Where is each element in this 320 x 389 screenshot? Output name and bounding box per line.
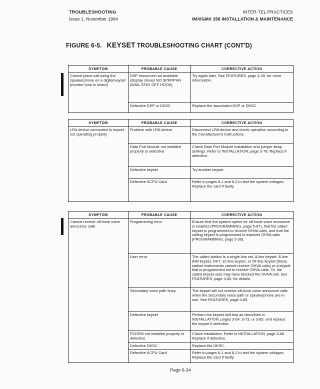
cause-cell: Data Port Module not installed properly or defective	[128, 144, 190, 167]
manual-title: IMX/GMX 256 INSTALLATION & MAINTENANCE	[192, 16, 293, 22]
change-bar	[61, 73, 64, 96]
column-header-symptom: SYMPTOM	[68, 65, 128, 73]
action-cell: Try again later. See FEATURES, page 4-40, for more information.	[190, 73, 293, 103]
column-header-symptom: SYMPTOM	[68, 119, 128, 127]
table-row	[68, 219, 293, 254]
action-cell: Refer to pages 6-1 and 6-2 to test the system voltages. Replace the card if faulty.	[190, 179, 293, 202]
column-header-corrective-action: CORRECTIVE ACTION	[190, 119, 293, 127]
column-header-corrective-action: CORRECTIVE ACTION	[190, 211, 293, 219]
action-cell: The keyset will not receive off-hook voice announce calls when the secondary voice path or speakerphone are in use. See FEATURES, page 4-65.	[190, 288, 293, 312]
column-header-probable-cause: PROBABLE CAUSE	[128, 65, 190, 73]
troubleshooting-table-ohva	[68, 211, 294, 363]
cause-cell: Secondary voice path busy	[128, 288, 190, 312]
column-header-probable-cause: PROBABLE CAUSE	[128, 211, 190, 219]
cause-cell: Problem with LRA device	[128, 127, 190, 144]
table-header-row	[68, 65, 293, 73]
table-header-row	[68, 119, 293, 127]
troubleshooting-table-speakerphone	[68, 65, 294, 113]
action-cell: Check Data Port Module installation and jumper strap settings. Refer to INSTALLATION, page 3-78. Replace if defective.	[190, 144, 293, 167]
figure-title-text: TROUBLESHOOTING CHART (CONT'D)	[136, 42, 252, 49]
issue-date: Issue 1, November 1994	[69, 16, 119, 22]
cause-cell: Programming error	[128, 219, 190, 254]
figure-label: FIGURE 6-5.	[66, 42, 102, 49]
figure-title-keyword: KEYSET	[106, 41, 136, 49]
cause-cell: Defective KCPU Card	[128, 350, 190, 363]
cause-cell: Defective DSP or DKSC	[128, 103, 190, 113]
action-cell: Disconnect LRA device and check operation according to the manufacturer's instructions.	[190, 127, 293, 144]
action-cell: Check installation. Refer to INSTALLATION, page 3-66. Replace if defective.	[190, 331, 293, 343]
action-cell: Replace the associated DSP or DKSC.	[190, 103, 293, 113]
table-row	[68, 127, 293, 144]
table-row	[68, 73, 293, 103]
cause-cell: Defective DKSC	[128, 343, 190, 350]
section-name: TROUBLESHOOTING	[69, 9, 117, 15]
cause-cell: PCDPM not installed properly or defective	[128, 331, 190, 343]
action-cell: Refer to pages 6-1 and 6-2 to test the system voltages. Replace the card if faulty.	[190, 350, 293, 363]
change-bar	[61, 218, 64, 235]
cause-cell: Defective KCPU Card	[128, 179, 190, 202]
action-cell: Perform the keyset self-test as described in INSTALLATION, pages 3-64, 3-73, or 3-85, and replace the keyset if defective.	[190, 312, 293, 331]
running-header-left	[69, 9, 118, 23]
action-cell: Try another keyset.	[190, 167, 293, 179]
column-header-corrective-action: CORRECTIVE ACTION	[190, 65, 293, 73]
cause-cell: User error	[128, 254, 190, 288]
figure-title	[66, 41, 252, 49]
table-header-row	[68, 211, 293, 219]
symptom-cell: LRA device connected to keyset not operating properly	[68, 127, 128, 202]
column-header-probable-cause: PROBABLE CAUSE	[128, 119, 190, 127]
publisher-name: INTER-TEL PRACTICES	[242, 9, 293, 15]
column-header-symptom: SYMPTOM	[68, 211, 128, 219]
action-cell: Ensure that the system option for off-hook voice announce is enabled (PROGRAMMING, page 5-67), that the called keyset is programmed to receive OHVA calls, and that the calling keyset is programmed to transmit OHVA calls (PROGRAMMING, page 5-36).	[190, 219, 293, 254]
action-cell: The called station is a single-line set, 8-line keyset, 8-line AIM keyset, DKT, 12-line keyset, or 24-line keyset (these station instruments cannot receive OHVA calls) or a keyset that is programmed not to receive OHVA calls. Or, the called keyset user may have blocked the OHVA call. See FEATURES, page 4-65, for details.	[190, 254, 293, 288]
symptom-cell: Cannot place call using the speakerphone on a digital keyset (reorder tone is heard)	[68, 73, 128, 113]
cause-cell: Defective keyset	[128, 312, 190, 331]
cause-cell: DSP resources not available (display shows NO SPKRPHN AVAIL STAY OFF HOOK)	[128, 73, 190, 103]
action-cell: Replace the DKSC.	[190, 343, 293, 350]
cause-cell: Defective keyset	[128, 167, 190, 179]
page-number: Page 6-34	[170, 367, 191, 373]
symptom-cell: Cannot receive off-hook voice announce calls	[68, 219, 128, 363]
troubleshooting-table-lra-device	[68, 119, 294, 202]
running-header-right	[192, 9, 293, 23]
